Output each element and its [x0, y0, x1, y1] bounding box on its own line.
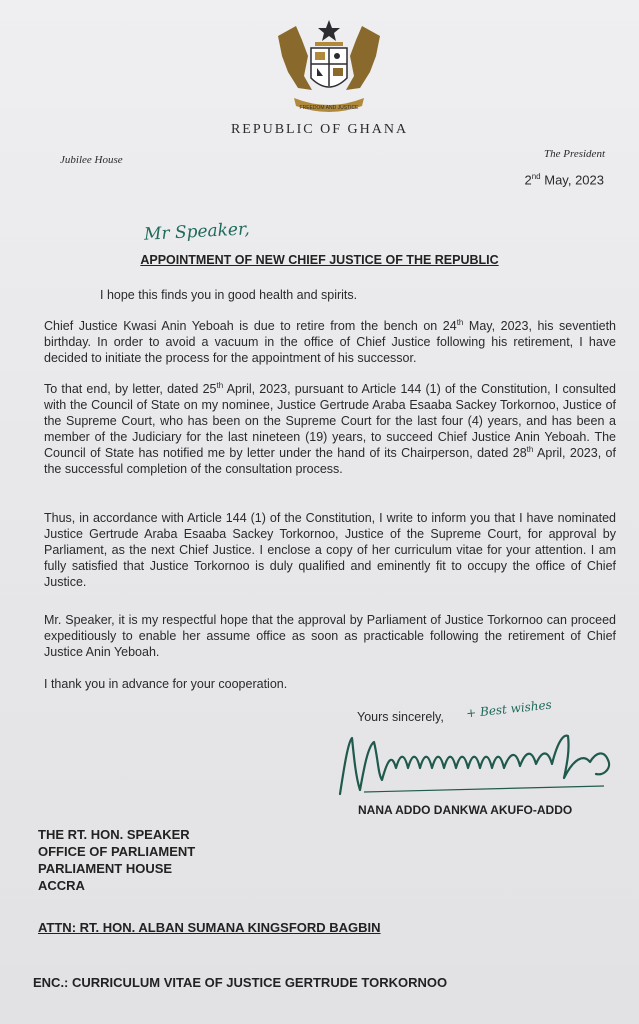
address-line: ACCRA: [38, 878, 85, 893]
handwritten-greeting: Mr Speaker,: [143, 219, 251, 245]
ghana-coat-of-arms-icon: [268, 16, 390, 116]
body-paragraph-4: Mr. Speaker, it is my respectful hope that the approval by Parliament of Justice Torkornoo can proceed expeditiously to enable her assume office as soon as practicable following the retirement of Chief Justice Anin Yeboah.: [44, 613, 616, 659]
body-paragraph-3: Thus, in accordance with Article 144 (1) of the Constitution, I write to inform you that I have nominated Justice Gertrude Araba Esaaba Sackey Torkornoo, Justice of the Supreme Court, for approval by Parliament, as the next Chief Justice. I enclose a copy of her curriculum vitae for your attention. I am fully satisfied that Justice Torkornoo is duly qualified and eminently fit to occupy the office of Chief Justice.: [44, 511, 616, 589]
attention-line: ATTN: RT. HON. ALBAN SUMANA KINGSFORD BAGBIN: [38, 920, 381, 935]
sender-title: The President: [544, 148, 605, 160]
enclosure-line: ENC.: CURRICULUM VITAE OF JUSTICE GERTRUDE TORKORNOO: [33, 975, 448, 990]
emblem-motto: FREEDOM AND JUSTICE: [299, 105, 359, 111]
recipient-address: [38, 826, 195, 894]
intro-paragraph: I hope this finds you in good health and spirits.: [100, 288, 358, 302]
handwritten-best-wishes: + Best wishes: [465, 697, 553, 721]
signature-icon: [334, 728, 624, 800]
signatory-name: NANA ADDO DANKWA AKUFO-ADDO: [358, 803, 573, 817]
letter-date: 2nd May, 2023: [524, 172, 604, 188]
address-line: THE RT. HON. SPEAKER: [38, 827, 190, 842]
body-paragraph-1: Chief Justice Kwasi Anin Yeboah is due to retire from the bench on 24th May, 2023, his seventieth birthday. In order to avoid a vacuum in the office of Chief Justice following his retirement, I have decided to initiate the process for the appointment of his successor.: [44, 317, 616, 365]
sender-location: Jubilee House: [60, 154, 123, 166]
address-line: PARLIAMENT HOUSE: [38, 861, 173, 876]
country-heading: REPUBLIC OF GHANA: [230, 122, 409, 137]
body-paragraph-2: To that end, by letter, dated 25th April, 2023, pursuant to Article 144 (1) of the Constitution, I consulted with the Council of State on my nominee, Justice Gertrude Araba Esaaba Sackey Torkornoo, Justice of the Supreme Court, who has been on the Supreme Court for the last four (4) years, and has been a member of the Judiciary for the last nineteen (19) years, to succeed Chief Justice Anin Yeboah. The Council of State has notified me by letter under the hand of its Chairperson, dated 28th April, 2023, of the successful completion of the consultation process.: [44, 380, 616, 476]
address-line: OFFICE OF PARLIAMENT: [38, 844, 196, 859]
letter-title: APPOINTMENT OF NEW CHIEF JUSTICE OF THE REPUBLIC: [140, 253, 499, 267]
closing-text: Yours sincerely,: [357, 710, 444, 724]
thanks-line: I thank you in advance for your cooperation.: [44, 677, 288, 691]
